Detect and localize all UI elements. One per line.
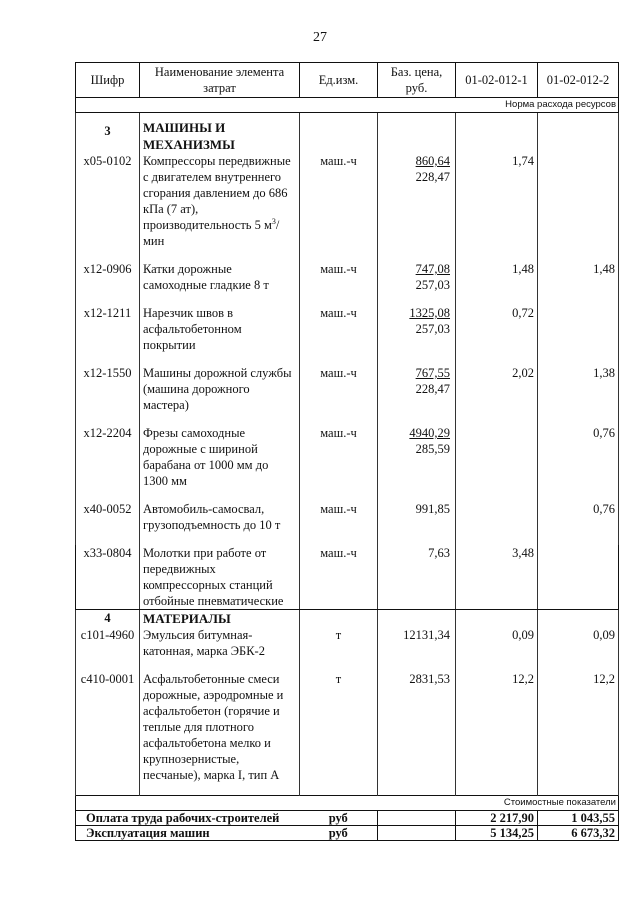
- row-name: Молотки при работе от передвижных компрессорных станций отбойные пневматические: [140, 545, 300, 610]
- row-price: 4940,29 285,59: [378, 425, 456, 489]
- totals-row: [76, 826, 619, 841]
- row-value-1: 3,48: [456, 545, 538, 610]
- totals-value-2: 6 673,32: [538, 826, 619, 841]
- row-code: х33-0804: [76, 545, 140, 610]
- row-value-2: 12,2: [538, 671, 619, 783]
- section-number: 4: [76, 610, 140, 628]
- row-code: х40-0052: [76, 501, 140, 533]
- row-name: Фрезы самоходные дорожные с шириной барабана от 1000 мм до 1300 мм: [140, 425, 300, 489]
- section-title: МАШИНЫ И МЕХАНИЗМЫ: [140, 113, 300, 154]
- totals-value-1: 2 217,90: [456, 811, 538, 826]
- table-row: [76, 365, 619, 413]
- row-code: х12-0906: [76, 261, 140, 293]
- totals-unit: руб: [300, 811, 378, 826]
- header-price: Баз. цена, руб.: [378, 63, 456, 98]
- row-price: 1325,08 257,03: [378, 305, 456, 353]
- row-value-2: [538, 153, 619, 249]
- totals-value-2: 1 043,55: [538, 811, 619, 826]
- table-row: [76, 545, 619, 610]
- cost-caption: Стоимостные показатели: [76, 796, 619, 811]
- row-value-2: [538, 305, 619, 353]
- row-code: с410-0001: [76, 671, 140, 783]
- totals-price: [378, 826, 456, 841]
- row-price: 747,08 257,03: [378, 261, 456, 293]
- row-value-2: 0,76: [538, 425, 619, 489]
- cost-table: [75, 62, 619, 841]
- row-unit: маш.-ч: [300, 261, 378, 293]
- row-code: с101-4960: [76, 627, 140, 659]
- row-name: Асфальтобетонные смеси дорожные, аэродромные и асфальтобетон (горячие и теплые для плотного асфальтобетона мелко и крупнозернистые, песчаные), марка I, тип А: [140, 671, 300, 783]
- norm-caption: Норма расхода ресурсов: [76, 98, 619, 113]
- row-value-1: 2,02: [456, 365, 538, 413]
- row-price: 860,64 228,47: [378, 153, 456, 249]
- row-unit: маш.-ч: [300, 305, 378, 353]
- row-price: 767,55 228,47: [378, 365, 456, 413]
- row-name: Эмульсия битумная-катонная, марка ЭБК-2: [140, 627, 300, 659]
- row-price: 2831,53: [378, 671, 456, 783]
- row-price: 12131,34: [378, 627, 456, 659]
- row-code: х05-0102: [76, 153, 140, 249]
- row-code: х12-1211: [76, 305, 140, 353]
- table-row: [76, 153, 619, 249]
- row-unit: т: [300, 627, 378, 659]
- table-row: [76, 425, 619, 489]
- row-name: Автомобиль-самосвал, грузоподъемность до 10 т: [140, 501, 300, 533]
- section-header: [76, 113, 619, 154]
- row-unit: маш.-ч: [300, 153, 378, 249]
- row-unit: маш.-ч: [300, 425, 378, 489]
- row-value-2: 1,38: [538, 365, 619, 413]
- row-price: 991,85: [378, 501, 456, 533]
- row-value-2: 1,48: [538, 261, 619, 293]
- row-value-2: 0,09: [538, 627, 619, 659]
- row-value-2: 0,76: [538, 501, 619, 533]
- norm-caption-row: [76, 98, 619, 113]
- section-title: МАТЕРИАЛЫ: [140, 610, 300, 628]
- row-name: Катки дорожные самоходные гладкие 8 т: [140, 261, 300, 293]
- totals-price: [378, 811, 456, 826]
- cost-caption-row: [76, 796, 619, 811]
- row-price: 7,63: [378, 545, 456, 610]
- row-value-2: [538, 545, 619, 610]
- row-value-1: 1,48: [456, 261, 538, 293]
- row-value-1: 0,09: [456, 627, 538, 659]
- totals-unit: руб: [300, 826, 378, 841]
- row-code: х12-2204: [76, 425, 140, 489]
- row-value-1: 12,2: [456, 671, 538, 783]
- section-number: 3: [76, 113, 140, 154]
- table-row: [76, 671, 619, 783]
- table-row: [76, 305, 619, 353]
- row-unit: маш.-ч: [300, 545, 378, 610]
- header-name: Наименование элемента затрат: [140, 63, 300, 98]
- row-unit: т: [300, 671, 378, 783]
- totals-row: [76, 811, 619, 826]
- row-unit: маш.-ч: [300, 365, 378, 413]
- header-col2: 01-02-012-2: [538, 63, 619, 98]
- table-row: [76, 627, 619, 659]
- table-header-row: [76, 63, 619, 98]
- page-number: 27: [313, 30, 327, 45]
- row-name: Машины дорожной службы (машина дорожного мастера): [140, 365, 300, 413]
- row-name: Компрессоры передвижные с двигателем внутреннего сгорания давлением до 686 кПа (7 ат), производительность 5 $м^3$/мин: [140, 153, 300, 249]
- row-value-1: 1,74: [456, 153, 538, 249]
- header-col1: 01-02-012-1: [456, 63, 538, 98]
- totals-label: Оплата труда рабочих-строителей: [76, 811, 300, 826]
- row-value-1: [456, 501, 538, 533]
- section-header: [76, 610, 619, 628]
- row-name: Нарезчик швов в асфальтобетонном покрытии: [140, 305, 300, 353]
- totals-label: Эксплуатация машин: [76, 826, 300, 841]
- row-value-1: 0,72: [456, 305, 538, 353]
- header-code: Шифр: [76, 63, 140, 98]
- table-row: [76, 261, 619, 293]
- row-value-1: [456, 425, 538, 489]
- table-row: [76, 501, 619, 533]
- totals-value-1: 5 134,25: [456, 826, 538, 841]
- header-unit: Ед.изм.: [300, 63, 378, 98]
- row-code: х12-1550: [76, 365, 140, 413]
- row-unit: маш.-ч: [300, 501, 378, 533]
